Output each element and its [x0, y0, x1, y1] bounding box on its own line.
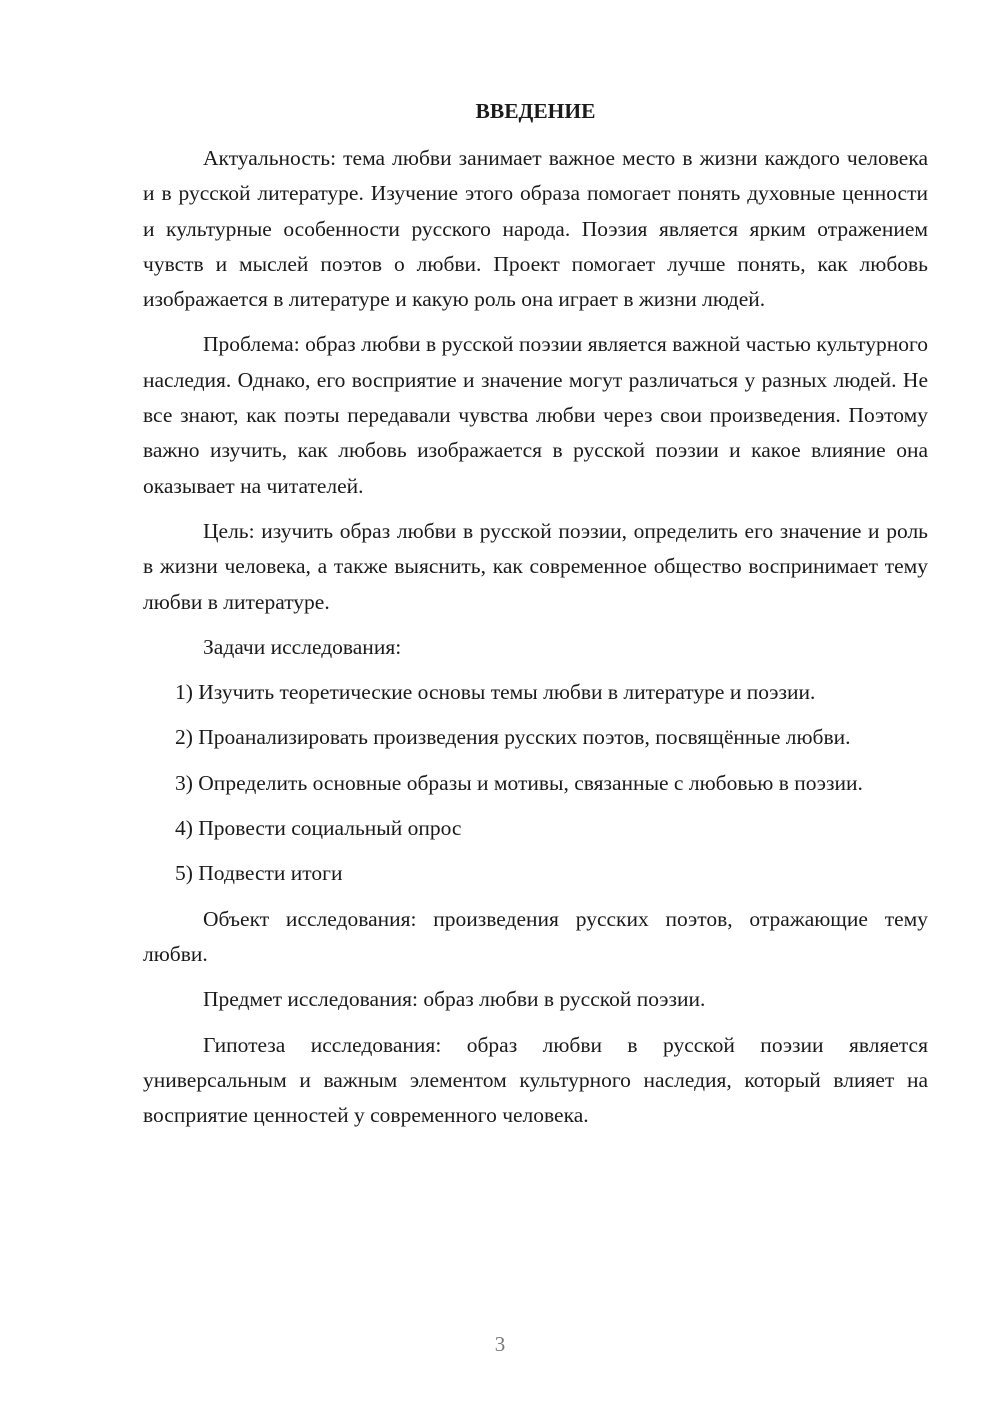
paragraph-tasks-heading: Задачи исследования: [203, 634, 402, 659]
paragraph-problem: Проблема: образ любви в русской поэзии является важной частью культурного наследия. Однако, его восприятие и значение могут различаться у разных людей. Не все знают, как поэты передавали чувства любви через свои произведения. Поэтому важно изучить, как любовь изображается в русской поэзии и какое влияние она оказывает на читателей. [143, 332, 928, 498]
page-title: ВВЕДЕНИЕ [475, 99, 596, 123]
paragraph-object: Объект исследования: произведения русских поэтов, отражающие тему любви. [143, 906, 928, 966]
paragraph-hypothesis: Гипотеза исследования: образ любви в русской поэзии является универсальным и важным элементом культурного наследия, который влияет на восприятие ценностей у современного человека. [143, 1032, 928, 1128]
paragraph-subject: Предмет исследования: образ любви в русской поэзии. [203, 987, 706, 1012]
page-number: 3 [494, 1332, 506, 1356]
paragraph-relevance: Актуальность: тема любви занимает важное место в жизни каждого человека и в русской литературе. Изучение этого образа помогает понять духовные ценности и культурные особенности русского народа. Поэзия является ярким отражением чувств и мыслей поэтов о любви. Проект помогает лучше понять, как любовь изображается в литературе и какую роль она играет в жизни людей. [143, 146, 928, 312]
paragraph-goal: Цель: изучить образ любви в русской поэзии, определить его значение и роль в жизни человека, а также выяснить, как современное общество воспринимает тему любви в литературе. [143, 518, 928, 614]
task-item-3: 3) Определить основные образы и мотивы, связанные с любовью в поэзии. [175, 770, 863, 795]
page-content [143, 94, 928, 1143]
task-item-2: 2) Проанализировать произведения русских поэтов, посвящённые любви. [175, 725, 851, 750]
task-item-5: 5) Подвести итоги [175, 861, 343, 886]
task-item-4: 4) Провести социальный опрос [175, 816, 462, 841]
task-item-1: 1) Изучить теоретические основы темы любви в литературе и поэзии. [175, 680, 816, 705]
